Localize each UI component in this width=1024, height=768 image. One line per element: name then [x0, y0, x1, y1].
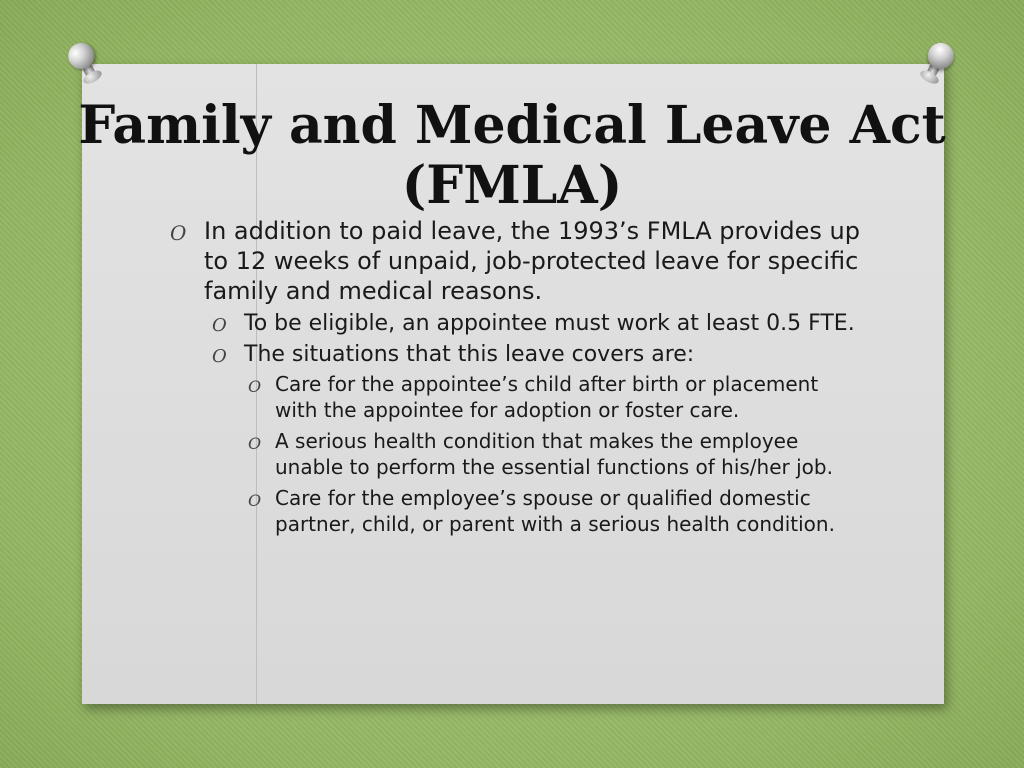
main-bullet-text: In addition to paid leave, the 1993’s FMLA provides up to 12 weeks of unpaid, job-protected leave for specific family and medical reasons. [204, 217, 860, 305]
bullet-marker-icon: O [212, 346, 227, 367]
bullet-marker-icon: O [248, 434, 262, 453]
bullet-marker-icon: O [248, 377, 262, 396]
bullet-marker-icon: O [170, 221, 187, 245]
sub-bullet-text: The situations that this leave covers are: [244, 342, 695, 367]
bullet-list [170, 216, 860, 543]
situation-item [170, 486, 860, 537]
situation-text: Care for the employee’s spouse or qualified domestic partner, child, or parent with a serious health condition. [275, 486, 835, 536]
bullet-marker-icon: O [248, 491, 262, 510]
slide-title [0, 96, 1024, 216]
situation-text: A serious health condition that makes the employee unable to perform the essential functions of his/her job. [275, 429, 833, 479]
sub-bullet-situations [170, 341, 860, 368]
title-line-2: (FMLA) [401, 155, 623, 216]
sub-bullet-eligibility [170, 310, 860, 337]
main-bullet [170, 216, 860, 306]
situation-item [170, 429, 860, 480]
situation-text: Care for the appointee’s child after birth or placement with the appointee for adoption or foster care. [275, 372, 819, 422]
situation-item [170, 372, 860, 423]
bullet-marker-icon: O [212, 315, 227, 336]
sub-bullet-text: To be eligible, an appointee must work at least 0.5 FTE. [244, 311, 855, 336]
title-line-1: Family and Medical Leave Act [78, 95, 946, 156]
